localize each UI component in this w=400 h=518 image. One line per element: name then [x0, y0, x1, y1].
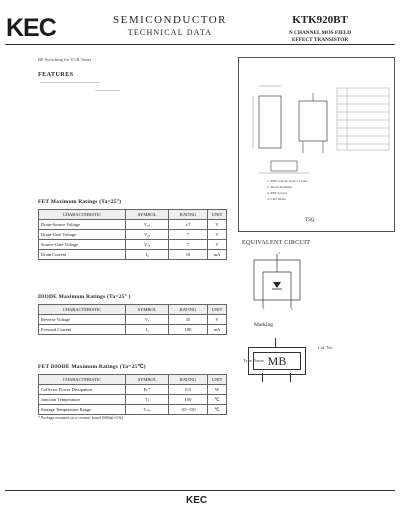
diode-ratings-table — [38, 304, 227, 335]
table-row — [39, 230, 227, 240]
package-note: 3. PRT Source — [267, 191, 288, 195]
cell: Iₒ — [126, 325, 169, 335]
feature-line — [40, 82, 100, 83]
fet-ratings-title: FET Maximum Ratings (Ta=25°) — [38, 199, 122, 205]
package-body-end-view — [271, 161, 297, 171]
column-header: UNIT — [208, 375, 227, 385]
table-row — [39, 315, 227, 325]
cell: Storage Temperature Range — [39, 405, 126, 415]
cell: Vᵣ — [126, 315, 169, 325]
lead-top — [275, 338, 276, 347]
column-header: CHARACTERISTIC — [39, 375, 126, 385]
package-note: 1. PRT Gate & Source Leads — [267, 179, 308, 183]
cell: V — [208, 220, 227, 230]
cell: ℃ — [208, 405, 227, 415]
table-row — [39, 220, 227, 230]
cell: Drain Current — [39, 250, 126, 260]
package-name: TSQ — [305, 218, 315, 223]
cell: V₀ₛ — [126, 220, 169, 230]
cell: ±7 — [169, 220, 208, 230]
cell: Collector Power Dissipation — [39, 385, 126, 395]
package-note: 4. CRT Drain — [267, 197, 286, 201]
fet-diode-ratings-title: FET DIODE Maximum Ratings (Ta=25℃) — [38, 364, 146, 370]
table-row — [39, 405, 227, 415]
cell: Junction Temperature — [39, 395, 126, 405]
header-subtitle: TECHNICAL DATA — [127, 28, 213, 37]
dimension-table — [337, 88, 389, 150]
header-divider — [5, 44, 395, 45]
cell: -55~150 — [169, 405, 208, 415]
package-outline-box — [238, 57, 395, 232]
cell: Vₛₑ — [126, 240, 169, 250]
cell: V — [208, 240, 227, 250]
part-number: KTK920BT — [292, 14, 348, 26]
table-row — [39, 250, 227, 260]
column-header: UNIT — [208, 210, 227, 220]
desc-line-2: EFFECT TRANSISTOR — [291, 36, 349, 43]
column-header: SYMBOL — [126, 210, 169, 220]
cell: V — [208, 315, 227, 325]
column-header: CHARACTERISTIC — [39, 210, 126, 220]
cell: Forward Current — [39, 325, 126, 335]
table-row — [39, 325, 227, 335]
cell: mA — [208, 250, 227, 260]
cell: 100 — [169, 325, 208, 335]
desc-line-1: N CHANNEL MOS FIELD — [288, 30, 352, 36]
cell: mA — [208, 325, 227, 335]
package-drawing — [239, 58, 394, 231]
cell: 10 — [169, 250, 208, 260]
kec-logo: KEC — [6, 14, 56, 42]
column-header: SYMBOL — [126, 305, 169, 315]
cell: Tₛₜₑ — [126, 405, 169, 415]
part-description — [245, 30, 395, 43]
cell: Drain-Source Voltage — [39, 220, 126, 230]
equivalent-circuit-diagram — [248, 252, 308, 314]
cell: Source-Gate Voltage — [39, 240, 126, 250]
fet-ratings-table — [38, 209, 227, 260]
column-header: SYMBOL — [126, 375, 169, 385]
diode-ratings-title: DIODE Maximum Ratings (Ta=25° ) — [38, 294, 131, 300]
features-title: FEATURES — [38, 72, 74, 78]
fet-diode-ratings-table — [38, 374, 227, 415]
pin-label-4: 4 — [278, 251, 280, 255]
cell: V₀ₑ — [126, 230, 169, 240]
column-header: RATING — [169, 210, 208, 220]
lot-number-label: Lot. No. — [318, 345, 334, 350]
application-text: RF Switching for VCR Tuner — [38, 57, 92, 62]
table-header-row — [39, 375, 227, 385]
package-notes — [267, 178, 308, 202]
marking-title: Marking — [254, 322, 273, 328]
cell: 7 — [169, 230, 208, 240]
cell: V — [208, 230, 227, 240]
package-body-top-view — [259, 96, 281, 148]
cell: Reverse Voltage — [39, 315, 126, 325]
table-row — [39, 385, 227, 395]
marking-code: MB — [253, 352, 301, 370]
cell: Pᴄ* — [126, 385, 169, 395]
cell: 7 — [169, 240, 208, 250]
column-header: RATING — [169, 375, 208, 385]
cell: 150 — [169, 395, 208, 405]
lead-bottom-left — [262, 373, 263, 382]
package-note: 2. Drain Terminal — [267, 185, 292, 189]
column-header: CHARACTERISTIC — [39, 305, 126, 315]
pin-label-1: 1 — [263, 307, 265, 311]
footer-kec-logo: KEC — [186, 495, 208, 506]
table-row — [39, 395, 227, 405]
diode-symbol — [273, 282, 281, 288]
package-body-side-view — [299, 101, 327, 141]
cell: I₀ — [126, 250, 169, 260]
column-header: RATING — [169, 305, 208, 315]
cell: ℃ — [208, 395, 227, 405]
cell: W — [208, 385, 227, 395]
cell: Drain-Gate Voltage — [39, 230, 126, 240]
column-header: UNIT — [208, 305, 227, 315]
equivalent-circuit-title: EQUIVALENT CIRCUIT — [242, 240, 311, 246]
cell: 0.9 — [169, 385, 208, 395]
table-header-row — [39, 210, 227, 220]
header-title: SEMICONDUCTOR — [112, 14, 228, 26]
lead-bottom-right — [290, 373, 291, 382]
pin-label-2: 2 — [291, 307, 293, 311]
footnote: * Package mounted on a ceramic board (600㎟×0.8t) — [38, 415, 123, 420]
cell: 35 — [169, 315, 208, 325]
cell: Tⱼ — [126, 395, 169, 405]
footer-divider — [5, 490, 395, 491]
type-name-label: Type Name — [243, 358, 264, 363]
feature-line — [95, 90, 120, 91]
table-header-row — [39, 305, 227, 315]
table-row — [39, 240, 227, 250]
